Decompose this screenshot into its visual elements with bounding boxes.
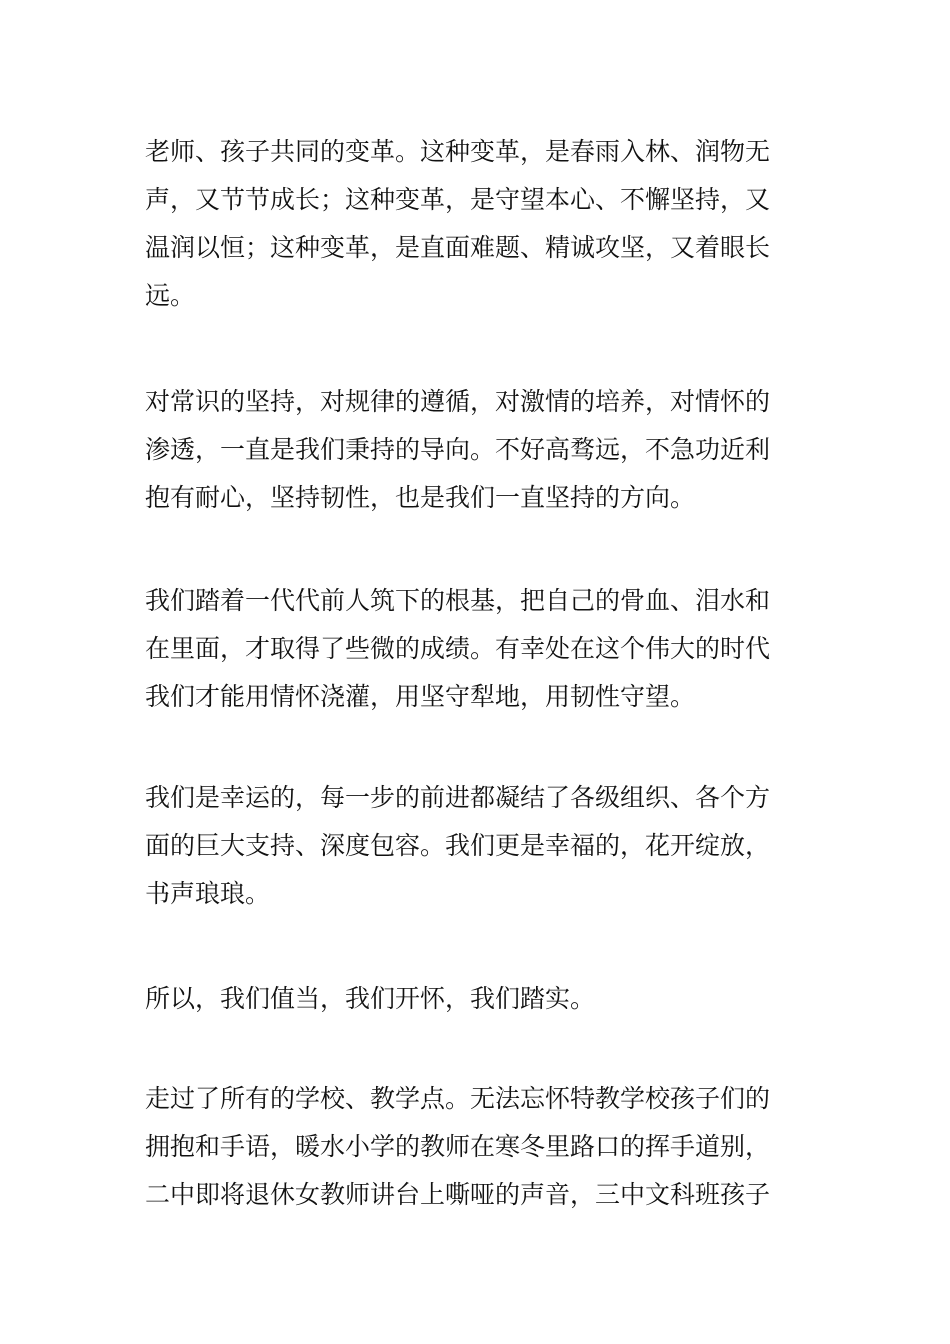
paragraph-5 [145,975,825,1023]
paragraph-4 [145,774,825,918]
text-line: 书声琅琅。 [145,879,271,908]
text-line: 在里面，才取得了些微的成绩。有幸处在这个伟大的时代 [145,634,771,663]
paragraph-1 [145,128,825,320]
paragraph-3 [145,577,825,721]
text-line: 我们踏着一代代前人筑下的根基，把自己的骨血、泪水和 [145,586,771,615]
text-line: 拥抱和手语，暖水小学的教师在寒冬里路口的挥手道别， [145,1132,771,1161]
text-line: 渗透，一直是我们秉持的导向。不好高骛远，不急功近利 [145,435,771,464]
text-line: 老师、孩子共同的变革。这种变革，是春雨入林、润物无 [145,137,771,166]
text-line: 所以，我们值当，我们开怀，我们踏实。 [145,984,596,1013]
text-line: 走过了所有的学校、教学点。无法忘怀特教学校孩子们的 [145,1084,771,1113]
text-line: 抱有耐心，坚持韧性，也是我们一直坚持的方向。 [145,483,696,512]
text-line: 二中即将退休女教师讲台上嘶哑的声音，三中文科班孩子 [145,1180,771,1209]
text-line: 温润以恒；这种变革，是直面难题、精诚攻坚，又着眼长 [145,233,771,262]
text-line: 远。 [145,281,196,310]
text-line: 我们是幸运的，每一步的前进都凝结了各级组织、各个方 [145,783,771,812]
paragraph-6 [145,1075,825,1219]
text-line: 面的巨大支持、深度包容。我们更是幸福的，花开绽放， [145,831,771,860]
text-line: 对常识的坚持，对规律的遵循，对激情的培养，对情怀的 [145,387,771,416]
text-line: 声，又节节成长；这种变革，是守望本心、不懈坚持，又 [145,185,771,214]
text-line: 我们才能用情怀浇灌，用坚守犁地，用韧性守望。 [145,682,696,711]
paragraph-2 [145,378,825,522]
